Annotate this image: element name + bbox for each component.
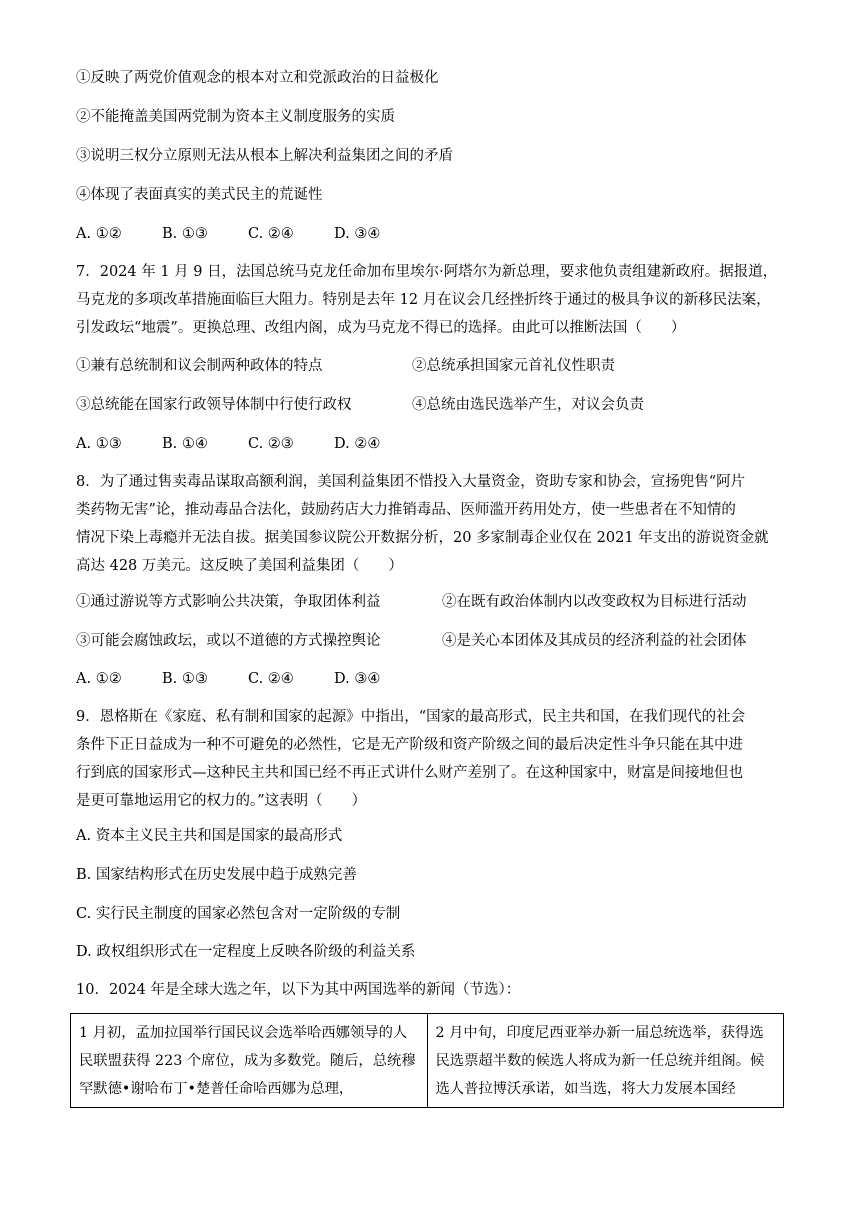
q9-stem-line-2: 条件下正日益成为一种不可避免的必然性，它是无产阶级和资产阶级之间的最后决定性斗争只能在其中进 bbox=[76, 737, 743, 753]
q7-choice-d: D. ②④ bbox=[334, 436, 381, 452]
q6-choice-a: A. ①② bbox=[76, 226, 122, 242]
q8-stem-line-4: 高达 428 万美元。这反映了美国利益集团（ ） bbox=[76, 558, 403, 574]
q7-option-1: ①兼有总统制和议会制两种政体的特点 bbox=[76, 358, 323, 374]
q10-news-table bbox=[70, 1013, 784, 1108]
q8-choice-b: B. ①③ bbox=[162, 671, 208, 687]
q6-option-1: ①反映了两党价值观念的根本对立和党派政治的日益极化 bbox=[76, 70, 439, 86]
q6-option-3: ③说明三权分立原则无法从根本上解决利益集团之间的矛盾 bbox=[76, 148, 453, 164]
news-bangladesh-cell: 1 月初，孟加拉国举行国民议会选举哈西娜领导的人民联盟获得 223 个席位，成为多数党。随后，总统穆罕默德•谢哈布丁•楚普任命哈西娜为总理， bbox=[71, 1014, 428, 1108]
q7-answer-choices bbox=[76, 434, 420, 454]
q9-stem-line-4: 是更可靠地运用它的权力的。”这表明（ ） bbox=[76, 793, 367, 809]
q7-stem-line-3: 引发政坛“地震”。更换总理、改组内阁，成为马克龙不得已的选择。由此可以推断法国（ ） bbox=[76, 320, 686, 336]
q8-choice-c: C. ②④ bbox=[248, 671, 294, 687]
q7-option-2: ②总统承担国家元首礼仪性职责 bbox=[412, 358, 615, 374]
q6-choice-c: C. ②④ bbox=[248, 226, 294, 242]
q9-option-b: B. 国家结构形式在历史发展中趋于成熟完善 bbox=[76, 867, 357, 883]
q8-option-4: ④是关心本团体及其成员的经济利益的社会团体 bbox=[442, 633, 747, 649]
q7-choice-b: B. ①④ bbox=[162, 436, 208, 452]
q8-option-3: ③可能会腐蚀政坛，或以不道德的方式操控舆论 bbox=[76, 633, 381, 649]
q6-answer-choices bbox=[76, 224, 420, 244]
q8-stem-line-2: 类药物无害”论，推动毒品合法化，鼓励药店大力推销毒品、医师滥开药用处方，使一些患者在不知情的 bbox=[76, 502, 736, 518]
q8-option-2: ②在既有政治体制内以改变政权为目标进行活动 bbox=[442, 594, 747, 610]
q9-option-a: A. 资本主义民主共和国是国家的最高形式 bbox=[76, 828, 343, 844]
q8-choice-a: A. ①② bbox=[76, 671, 122, 687]
q7-choice-c: C. ②③ bbox=[248, 436, 294, 452]
q8-stem-line-3: 情况下染上毒瘾并无法自拔。据美国参议院公开数据分析，20 多家制毒企业仅在 2021 年支出的游说资金就 bbox=[76, 530, 769, 546]
q9-option-d: D. 政权组织形式在一定程度上反映各阶级的利益关系 bbox=[76, 944, 416, 960]
q7-choice-a: A. ①③ bbox=[76, 436, 122, 452]
table-row bbox=[71, 1014, 784, 1108]
q7-option-4: ④总统由选民选举产生，对议会负责 bbox=[412, 397, 644, 413]
q8-option-1: ①通过游说等方式影响公共决策，争取团体利益 bbox=[76, 594, 381, 610]
q6-option-2: ②不能掩盖美国两党制为资本主义制度服务的实质 bbox=[76, 109, 395, 125]
news-indonesia-cell: 2 月中旬，印度尼西亚举办新一届总统选举，获得选民选票超半数的候选人将成为新一任总统并组阁。候选人普拉博沃承诺，如当选，将大力发展本国经 bbox=[427, 1014, 784, 1108]
q9-stem-line-1: 9．恩格斯在《家庭、私有制和国家的起源》中指出，“国家的最高形式，民主共和国，在我们现代的社会 bbox=[76, 709, 746, 725]
q7-stem-line-2: 马克龙的多项改革措施面临巨大阻力。特别是去年 12 月在议会几经挫折终于通过的极具争议的新移民法案， bbox=[76, 292, 771, 308]
q7-option-3: ③总统能在国家行政领导体制中行使行政权 bbox=[76, 397, 352, 413]
q6-option-4: ④体现了表面真实的美式民主的荒诞性 bbox=[76, 187, 323, 203]
q9-option-c: C. 实行民主制度的国家必然包含对一定阶级的专制 bbox=[76, 906, 401, 922]
q8-stem-line-1: 8．为了通过售卖毒品谋取高额利润，美国利益集团不惜投入大量资金，资助专家和协会，宣扬兜售“阿片 bbox=[76, 474, 746, 490]
q6-choice-b: B. ①③ bbox=[162, 226, 208, 242]
q8-choice-d: D. ③④ bbox=[334, 671, 381, 687]
q8-answer-choices bbox=[76, 669, 420, 689]
q9-stem-line-3: 行到底的国家形式—这种民主共和国已经不再正式讲什么财产差别了。在这种国家中，财富是间接地但也 bbox=[76, 765, 743, 781]
q7-stem-line-1: 7．2024 年 1 月 9 日，法国总统马克龙任命加布里埃尔·阿塔尔为新总理，要求他负责组建新政府。据报道， bbox=[76, 264, 778, 280]
q10-stem: 10．2024 年是全球大选之年，以下为其中两国选举的新闻（节选）： bbox=[76, 982, 521, 998]
q6-choice-d: D. ③④ bbox=[334, 226, 381, 242]
